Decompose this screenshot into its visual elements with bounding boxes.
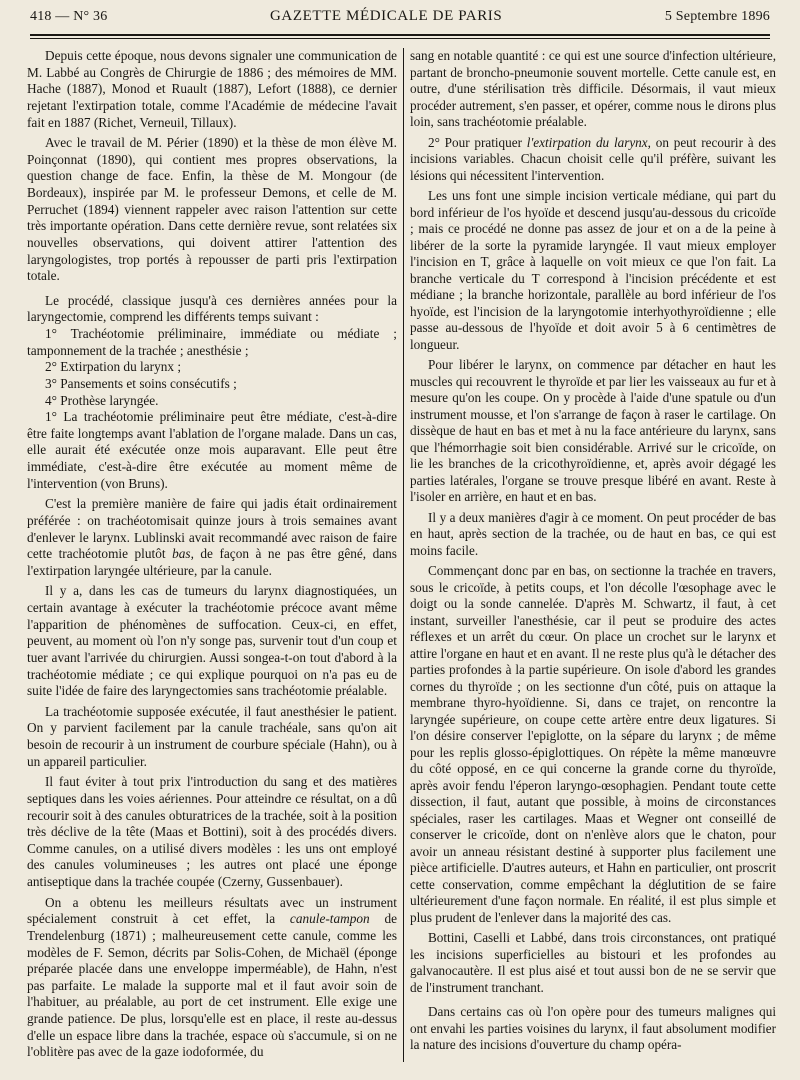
paragraph: Le procédé, classique jusqu'à ces dernières années pour la laryngectomie, comprend les différents temps suivant : — [27, 292, 397, 325]
right-column — [410, 48, 776, 1070]
paragraph: Il y a, dans les cas de tumeurs du larynx diagnostiquées, un certain avantage à exécuter la trachéotomie précoce avant même l'apparition de phénomènes de suffocation. Ceux-ci, en effet, peuvent, au moment où l'on n'y songe pas, survenir tout d'un coup et tuer avant l'arrivée du chirurgien. Aussi songea-t-on tout d'abord à la trachéotomie médiate ; ce qui explique pourquoi on n'a pas eu de suite l'idée de faire des laryngectomies sans trachéotomie préalable. — [27, 583, 397, 699]
issue-date: 5 Septembre 1896 — [664, 9, 770, 24]
paragraph: Pour libérer le larynx, on commence par détacher en haut les muscles qui recouvrent le thyroïde et par lier les vaisseaux au fur et à mesure qu'on les coupe. On y procède à l'aide d'une spatule ou d'un instrument mousse, et l'on s'arrange de façon à raser le cartilage. On dissèque de haut en bas et met à nu la face antérieure du larynx, sans que l'hémorrhagie soit bien considérable. Arrivé sur le cricoïde, on lie les branches de la cricothyroïdienne, et, après avoir dégagé les parties latérales, l'organe se trouve presque libéré en avant. Reste à l'isoler en arrière, en haut et en bas. — [410, 357, 776, 504]
page-header — [30, 8, 770, 30]
header-rule-thin — [30, 38, 770, 39]
left-column — [27, 48, 397, 1070]
paragraph: Depuis cette époque, nous devons signaler une communication de M. Labbé au Congrès de Chirurgie de 1886 ; des mémoires de MM. Hache (1887), Monod et Ruault (1887), Lefort (1888), ce dernier rejetant l'extirpation totale, comme l'Académie de médecine l'avait fait en 1887 (Richet, Verneuil, Tillaux). — [27, 48, 397, 130]
list-item: 4° Prothèse laryngée. — [45, 392, 159, 408]
journal-title: GAZETTE MÉDICALE DE PARIS — [269, 8, 503, 24]
paragraph: La trachéotomie supposée exécutée, il faut anesthésier le patient. On y parvient facilement par la canule trachéale, sans qu'on ait besoin de recourir à un instrument de courbure spéciale (Hahn), ou à un appareil particulier. — [27, 703, 397, 769]
paragraph: Dans certains cas où l'on opère pour des tumeurs malignes qui ont envahi les parties voisines du larynx, il faut absolument modifier la nature des incisions d'ouverture du champ opéra- — [410, 1004, 776, 1052]
list-item: 3° Pansements et soins consécutifs ; — [45, 375, 237, 391]
paragraph: On a obtenu les meilleurs résultats avec un instrument spécialement construit à cet effet, la canule-tampon de Trendelenburg (1871) ; malheureusement cette canule, comme les modèles de F. Semon, décrits par Solis-Cohen, de Michaël (éponge préparée placée dans une enveloppe imperméable), de Hahn, n'est pas parfaite. Le malade la supporte mal et il faut avoir soin de l'habituer, au préalable, au port de cet instrument. Elle exige une grande patience. De plus, lorsqu'elle est en place, il reste au-dessus d'elle un espace libre dans la trachée, espace où s'accumule, si on ne l'oblitère pas avec de la gaze iodoformée, du — [27, 894, 397, 1060]
list-item: 1° Trachéotomie préliminaire, immédiate ou médiate ; tamponnement de la trachée ; anesthésie ; — [27, 326, 397, 358]
paragraph: 1° La trachéotomie préliminaire peut être médiate, c'est-à-dire être faite longtemps avant l'ablation de l'organe malade. Dans un cas, elle aurait été exécutée onze mois auparavant. Elle peut être immédiate, c'est-à-dire être exécutée au moment même de l'intervention (von Bruns). — [27, 409, 397, 491]
column-divider — [403, 48, 404, 1062]
paragraph: Bottini, Caselli et Labbé, dans trois circonstances, ont pratiqué les incisions superficielles au bistouri et les profondes au galvanocautère. Il est plus aisé et tout aussi bon de ne se servir que de l'instrument tranchant. — [410, 930, 776, 995]
paragraph: Il y a deux manières d'agir à ce moment. On peut procéder de bas en haut, après section de la trachée, ou de haut en bas, ce qui est moins facile. — [410, 509, 776, 558]
paragraph: Commençant donc par en bas, on sectionne la trachée en travers, sous le cricoïde, à petits coups, et l'on décolle l'œsophage avec le doigt ou la sonde cannelée. D'après M. Schwartz, il faut, à cet instant, surveiller l'anesthésie, car il peut se produire des actes réflexes et un arrêt du cœur. On place un crochet sur le larynx et attire l'organe en haut et en avant. Il ne reste plus qu'à le détacher des parties profondes à la partie supérieure. On isole d'abord les grandes cornes du thyroïde ; on les sectionne d'un côté, puis on attaque la membrane thyro-hyoïdienne. Si, dans ce trajet, on rencontre la laryngée supérieure, on coupe cette artère entre deux ligatures. Si l'on désire conserver l'epiglotte, on la sépare du larynx ; de même pour les replis glosso-épiglottiques. On répète la même manœuvre du côté opposé, en ce qui concerne la grande corne du thyroïde, après avoir fendu l'éperon laryngo-œsophagien. Pendant toute cette dissection, il faut, autant que possible, à moins de circonstances spéciales, raser les cartilages. Maas et Wegner ont conseillé de conserver le cricoïde, dont on n'enlève alors que le chaton, pour avoir un anneau résistant destiné à supporter plus facilement une pièce artificielle. D'autres auteurs, et Hahn en particulier, ont proscrit cette conservation, comme empêchant la déglutition de se faire ultérieurement d'une façon normale. En réalité, il est plus simple et plus prudent de l'enlever dans la majorité des cas. — [410, 563, 776, 925]
paragraph: Les uns font une simple incision verticale médiane, qui part du bord inférieur de l'os hyoïde et descend jusqu'au-dessous du cricoïde ; mais ce procédé ne donne pas assez de jour et on a de la peine à libérer de la sorte la pyramide laryngée. Il vaut mieux employer l'incision en T, grâce à laquelle on voit mieux ce que l'on fait. La branche verticale du T correspond à l'incision précédente et est médiane ; la branche horizontale, parallèle au bord inférieur de l'os hyoïde, est l'incision de la laryngotomie interhyothyroïdienne ; elle passe au-dessous de l'hyoïde et doit avoir 5 à 6 centimètres de longueur. — [410, 188, 776, 352]
header-rule-thick — [30, 34, 770, 36]
paragraph: Il faut éviter à tout prix l'introduction du sang et des matières septiques dans les voies aériennes. Pour atteindre ce résultat, on a dû recourir soit à des canules obturatrices de la trachée, soit à la position très déclive de la tête (Maas et Bottini), soit à des procédés divers. Comme canules, on a utilisé divers modèles : les uns ont employé des canules volumineuses ; les autres ont placé une éponge antiseptique dans la trachée coupée (Czerny, Gussenbauer). — [27, 774, 397, 889]
paragraph: C'est la première manière de faire qui jadis était ordinairement préférée : on trachéotomisait quinze jours à trois semaines avant d'enlever le larynx. Lublinski avait recommandé avec raison de faire cette trachéotomie plutôt bas, de façon à ne pas être gêné, dans l'extirpation laryngée ultérieure, par la canule. — [27, 496, 397, 578]
paragraph: Avec le travail de M. Périer (1890) et la thèse de mon élève M. Poinçonnat (1890), qui contient mes propres observations, la question change de face. Enfin, la thèse de M. Mongour (de Bordeaux), inspirée par M. le professeur Demons, et celle de M. Perruchet (1894) viennent rappeler avec raison l'attention sur cette très importante opération. Dans cette dernière revue, sont relatées six nouvelles observations, qui doivent attirer l'attention des laryngologistes, trop portés à repousser de parti pris l'extirpation totale. — [27, 135, 397, 284]
paragraph: 2° Pour pratiquer l'extirpation du larynx, on peut recourir à des incisions variables. Chacun choisit celle qu'il préfère, suivant les lésions qui nécessitent l'intervention. — [410, 134, 776, 183]
list-item: 2° Extirpation du larynx ; — [45, 359, 182, 375]
page-number: 418 — N° 36 — [30, 9, 108, 24]
paragraph: sang en notable quantité : ce qui est une source d'infection ultérieure, partant de broncho-pneumonie souvent mortelle. Cette canule est, en outre, d'une stérilisation très difficile. Désormais, il vaut mieux procéder autrement, s'en passer, et opérer, comme nous le dirons plus loin, sans trachéotomie préalable. — [410, 48, 776, 129]
